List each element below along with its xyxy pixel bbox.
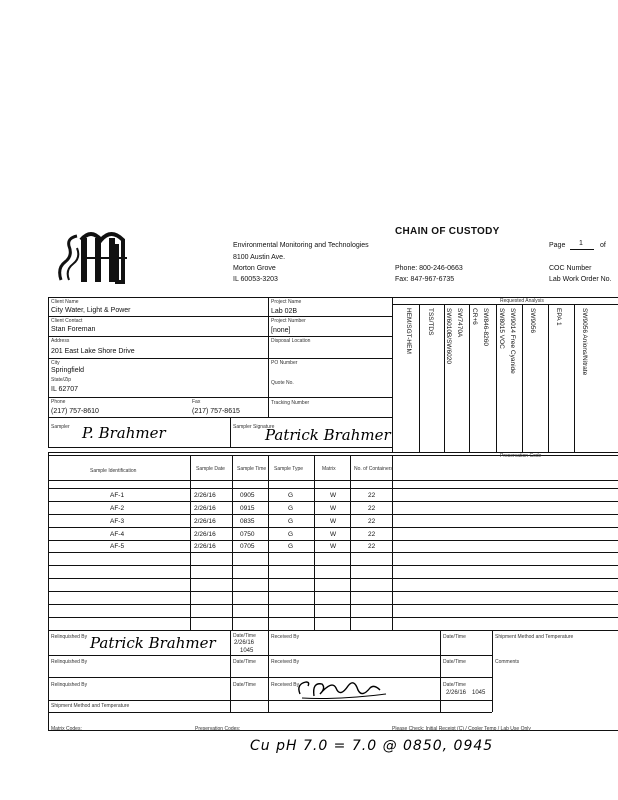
address-label: Address xyxy=(51,338,70,344)
tracking-label: Tracking Number xyxy=(271,400,310,406)
client-contact-value: Stan Foreman xyxy=(51,326,96,333)
analysis-method-1: HEM/SGT-HEM xyxy=(405,308,412,354)
project-name-value: Lab 02B xyxy=(271,308,298,315)
sample-matrix: W xyxy=(330,492,337,499)
sample-date: 2/26/16 xyxy=(194,492,216,499)
preservation-codes-label: Preservation Codes: xyxy=(195,726,241,732)
sample-type: G xyxy=(288,518,294,525)
received-date-label-1: Date/Time xyxy=(443,634,466,640)
po-number-label: PO Number xyxy=(271,360,298,366)
sample-id: AF-2 xyxy=(110,505,125,512)
client-name-value: City Water, Light & Power xyxy=(51,307,131,314)
sample-type: G xyxy=(288,531,294,538)
col-sample-id-header: Sample Identification xyxy=(90,468,137,474)
sample-matrix: W xyxy=(330,531,337,538)
client-name-label: Client Name xyxy=(51,299,79,305)
relinquished-by-label-3: Relinquished By xyxy=(51,682,88,688)
analysis-method-9: SW9056 xyxy=(529,308,536,333)
handwritten-ph-note: Cu pH 7.0 = 7.0 @ 0850, 0945 xyxy=(250,738,494,754)
received-date-label-2: Date/Time xyxy=(443,659,466,665)
relinquished-date-1: 2/26/16 xyxy=(234,640,255,646)
project-number-value: [none] xyxy=(271,327,291,334)
received-by-label-2: Received By xyxy=(271,659,300,665)
fax-value: (217) 757-8615 xyxy=(192,408,240,415)
preservation-code-label: Preservation Code xyxy=(500,453,542,459)
relinquished-date-label-1: Date/Time xyxy=(233,633,256,639)
analysis-method-3: SW6010B/SW6020 xyxy=(445,308,452,365)
shipment-method-label: Shipment Method and Temperature xyxy=(51,703,130,709)
relinquished-signature-1: Patrick Brahmer xyxy=(90,634,216,652)
analysis-method-2: TSS/TDS xyxy=(427,308,434,336)
sampler-label: Sampler xyxy=(51,424,70,430)
sample-type: G xyxy=(288,505,294,512)
phone-value: (217) 757-8610 xyxy=(51,408,99,415)
city-value: Springfield xyxy=(51,367,85,374)
project-name-label: Project Name xyxy=(271,299,302,305)
coc-number-label: COC Number xyxy=(549,265,592,272)
sample-id: AF-3 xyxy=(110,518,125,525)
sample-containers: 22 xyxy=(368,505,376,512)
col-containers-header: No. of Containers xyxy=(354,466,393,472)
received-signature-3 xyxy=(296,676,396,702)
shipment-label: Shipment Method and Temperature xyxy=(495,634,574,640)
col-time-header: Sample Time xyxy=(237,466,267,472)
sample-containers: 22 xyxy=(368,543,376,550)
page-of-label: of xyxy=(600,242,606,249)
analysis-method-5: CR+6 xyxy=(471,308,478,325)
sample-matrix: W xyxy=(330,518,337,525)
relinquished-by-label-1: Relinquished By xyxy=(51,634,88,640)
company-name: Environmental Monitoring and Technologies xyxy=(233,242,369,249)
sample-matrix: W xyxy=(330,505,337,512)
quote-label: Quote No. xyxy=(271,380,294,386)
company-phone: Phone: 800-246-0663 xyxy=(395,265,463,272)
client-contact-label: Client Contact xyxy=(51,318,83,324)
city-label: City xyxy=(51,360,60,366)
analysis-method-6: SW846-8260 xyxy=(482,308,489,346)
sampler-name-handwritten: P. Brahmer xyxy=(82,424,166,442)
phone-label: Phone xyxy=(51,399,66,405)
page-number: 1 xyxy=(579,240,583,247)
matrix-codes-label: Matrix Codes: xyxy=(51,726,82,732)
sample-time: 0915 xyxy=(240,505,255,512)
received-date-3: 2/26/16 xyxy=(446,690,467,696)
analysis-method-4: SW7470A xyxy=(456,308,463,338)
company-address-street: 8100 Austin Ave. xyxy=(233,254,286,261)
relinquished-time-1: 1045 xyxy=(240,648,254,654)
sample-id: AF-1 xyxy=(110,492,125,499)
form-title: CHAIN OF CUSTODY xyxy=(395,226,500,237)
company-address-city: Morton Grove xyxy=(233,265,276,272)
sample-matrix: W xyxy=(330,543,337,550)
state-zip-label: State/Zip xyxy=(51,377,72,383)
received-date-label-3: Date/Time xyxy=(443,682,466,688)
project-number-label: Project Number xyxy=(271,318,306,324)
sample-time: 0750 xyxy=(240,531,255,538)
company-logo xyxy=(55,228,131,286)
page-label: Page xyxy=(549,242,566,249)
sample-type: G xyxy=(288,492,294,499)
footer-note: Please Check: Initial Receipt (C) / Cooler Temp / Lab Use Only xyxy=(392,726,531,732)
requested-analysis-label: Requested Analysis xyxy=(500,298,544,304)
received-by-label-3: Received By xyxy=(271,682,300,688)
received-by-label-1: Received By xyxy=(271,634,300,640)
sample-id: AF-4 xyxy=(110,531,125,538)
sample-containers: 22 xyxy=(368,518,376,525)
company-fax: Fax: 847-967-6735 xyxy=(395,276,455,283)
disposal-label: Disposal Location xyxy=(271,338,311,344)
sample-time: 0905 xyxy=(240,492,255,499)
relinquished-date-label-3: Date/Time xyxy=(233,682,256,688)
sample-containers: 22 xyxy=(368,492,376,499)
analysis-method-8: SW9014 Free Cyanide xyxy=(509,308,516,374)
comments-label: Comments xyxy=(495,659,520,665)
sampler-signature-label: Sampler Signature xyxy=(233,424,275,430)
sample-date: 2/26/16 xyxy=(194,505,216,512)
received-time-3: 1045 xyxy=(472,690,486,696)
col-matrix-header: Matrix xyxy=(322,466,336,472)
relinquished-date-label-2: Date/Time xyxy=(233,659,256,665)
sample-containers: 22 xyxy=(368,531,376,538)
sample-type: G xyxy=(288,543,294,550)
relinquished-by-label-2: Relinquished By xyxy=(51,659,88,665)
sample-time: 0835 xyxy=(240,518,255,525)
state-zip-value: IL 62707 xyxy=(51,386,78,393)
sample-id: AF-5 xyxy=(110,543,125,550)
analysis-method-10: EPA 1 xyxy=(555,308,562,326)
sample-date: 2/26/16 xyxy=(194,518,216,525)
col-type-header: Sample Type xyxy=(274,466,304,472)
col-date-header: Sample Date xyxy=(196,466,225,472)
analysis-method-11: SW9056 Anions/Nitrate xyxy=(581,308,588,376)
sampler-signature: Patrick Brahmer xyxy=(265,426,391,444)
sample-time: 0705 xyxy=(240,543,255,550)
company-address-zip: IL 60053-3203 xyxy=(233,276,278,283)
sample-date: 2/26/16 xyxy=(194,531,216,538)
analysis-method-7: SW8015 VOC xyxy=(498,308,505,349)
address-value: 201 East Lake Shore Drive xyxy=(51,348,135,355)
fax-label: Fax xyxy=(192,399,201,405)
sample-date: 2/26/16 xyxy=(194,543,216,550)
work-order-label: Lab Work Order No. xyxy=(549,276,612,283)
